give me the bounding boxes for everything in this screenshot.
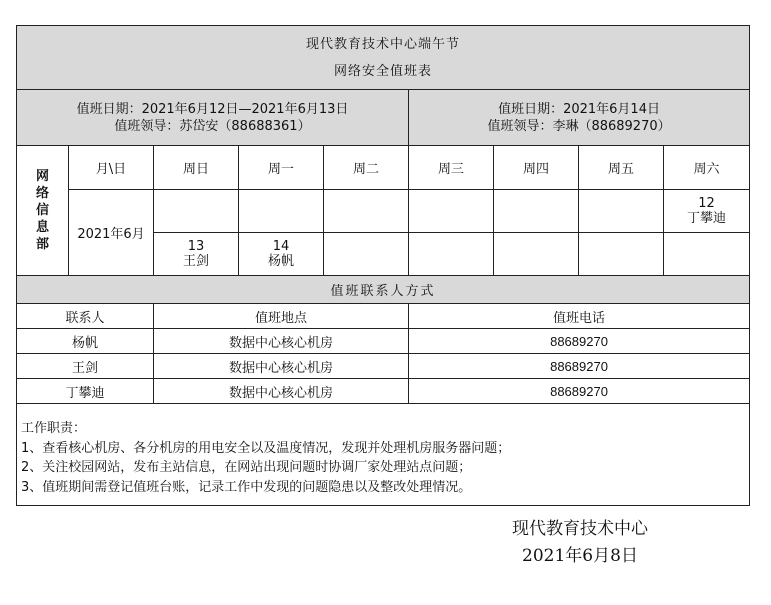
contact-header-location: 值班地点	[154, 304, 409, 329]
calendar-cell	[324, 233, 409, 276]
duty-schedule-table	[16, 25, 750, 506]
contacts-section-title: 值班联系人方式	[17, 276, 750, 304]
footer-org: 现代教育技术中心	[512, 519, 648, 539]
day-header-sat: 周六	[664, 146, 750, 190]
day-number: 13	[187, 239, 205, 254]
duties-heading: 工作职责：	[21, 421, 87, 436]
duties-section	[17, 404, 750, 506]
calendar-cell	[324, 190, 409, 233]
month-day-header: 月\日	[69, 146, 154, 190]
calendar-cell	[154, 190, 239, 233]
day-header-wed: 周三	[409, 146, 494, 190]
contact-name: 杨帆	[17, 329, 154, 354]
calendar-cell	[494, 190, 579, 233]
calendar-cell	[664, 233, 750, 276]
contact-location: 数据中心核心机房	[154, 329, 409, 354]
calendar-cell	[409, 233, 494, 276]
calendar-cell	[579, 190, 664, 233]
footer-signature	[480, 516, 680, 570]
duty-person: 丁攀迪	[687, 211, 727, 226]
duty-leader-left: 值班领导：苏岱安（88688361）	[114, 118, 311, 134]
contact-header-name: 联系人	[17, 304, 154, 329]
contact-header-phone: 值班电话	[409, 304, 750, 329]
calendar-cell	[494, 233, 579, 276]
footer-date: 2021年6月8日	[522, 546, 638, 566]
contact-location: 数据中心核心机房	[154, 354, 409, 379]
day-header-mon: 周一	[239, 146, 324, 190]
duty-info-right	[409, 90, 750, 146]
day-header-thu: 周四	[494, 146, 579, 190]
duty-leader-right: 值班领导：李琳（88689270）	[487, 118, 671, 134]
duty-dates-right: 值班日期：2021年6月14日	[498, 101, 660, 117]
contact-location: 数据中心核心机房	[154, 379, 409, 404]
table-row	[17, 379, 750, 404]
duty-dates-left: 值班日期：2021年6月12日—2021年6月13日	[76, 101, 349, 117]
duty-person: 王剑	[182, 254, 209, 269]
contact-phone: 88689270	[409, 354, 750, 379]
calendar-cell	[409, 190, 494, 233]
day-header-fri: 周五	[579, 146, 664, 190]
day-header-sun: 周日	[154, 146, 239, 190]
contact-phone: 88689270	[409, 379, 750, 404]
contact-phone: 88689270	[409, 329, 750, 354]
title-line-1: 现代教育技术中心端午节	[306, 36, 461, 52]
duty-person: 杨帆	[267, 254, 294, 269]
duty-item: 3、值班期间需登记值班台账，记录工作中发现的问题隐患以及整改处理情况。	[21, 479, 472, 495]
page-title	[17, 26, 750, 90]
contact-name: 丁攀迪	[17, 379, 154, 404]
calendar-cell	[579, 233, 664, 276]
duty-item: 1、查看核心机房、各分机房的用电安全以及温度情况，发现并处理机房服务器问题；	[21, 440, 511, 456]
day-number: 12	[698, 196, 715, 211]
month-label: 2021年6月	[69, 190, 154, 276]
day-header-tue: 周二	[324, 146, 409, 190]
title-line-2: 网络安全值班表	[334, 63, 433, 79]
duty-item: 2、关注校园网站，发布主站信息，在网站出现问题时协调厂家处理站点问题；	[21, 460, 472, 475]
calendar-cell	[239, 190, 324, 233]
table-row	[17, 329, 750, 354]
calendar-cell-sun-13	[154, 233, 239, 276]
duty-info-left	[17, 90, 409, 146]
table-row	[17, 354, 750, 379]
contact-name: 王剑	[17, 354, 154, 379]
day-number: 14	[272, 239, 290, 254]
calendar-cell-sat-12	[664, 190, 750, 233]
calendar-cell-mon-14	[239, 233, 324, 276]
department-label: 网 络 信 息 部	[17, 146, 69, 276]
